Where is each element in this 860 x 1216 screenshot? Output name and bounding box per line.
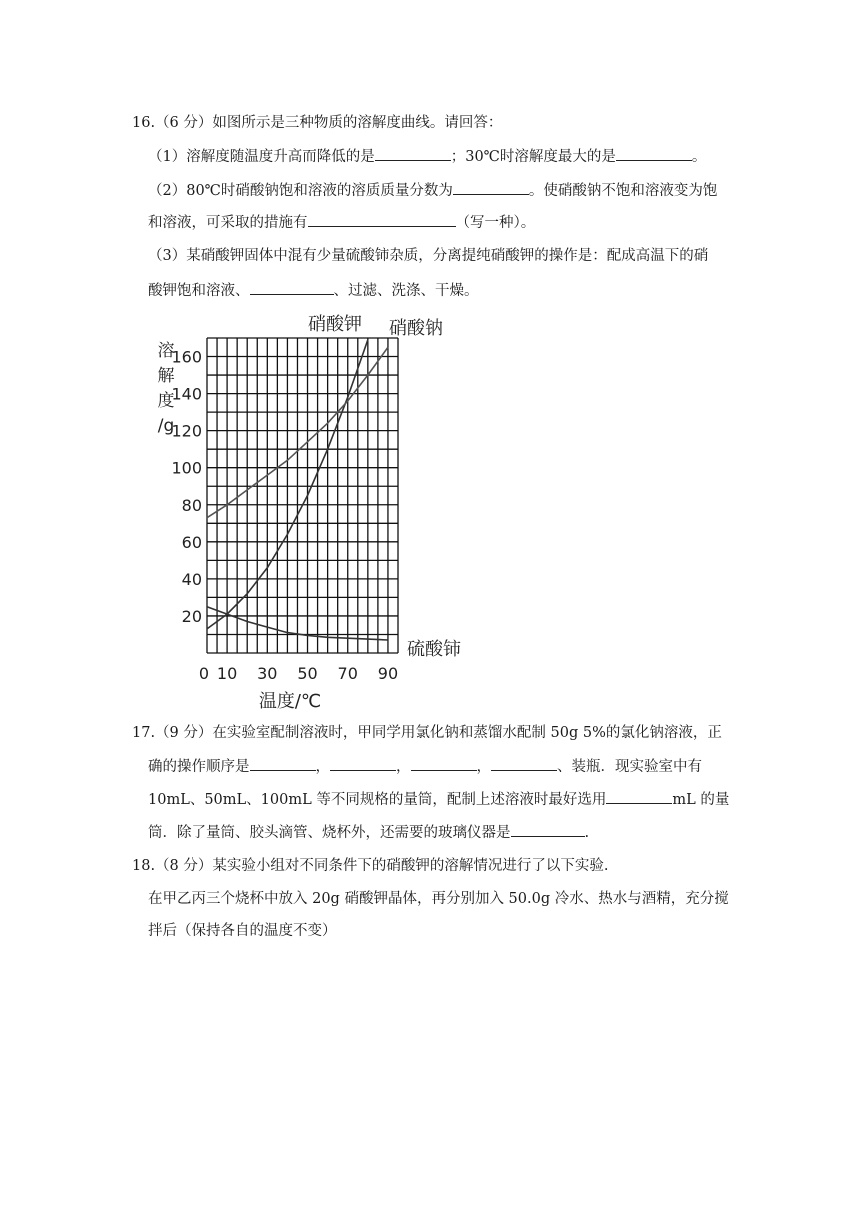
series-label: 硝酸钠 (389, 318, 443, 339)
q17-line2 (148, 756, 702, 777)
q18-line1 (132, 856, 609, 876)
y-axis-label: 度 (157, 391, 175, 411)
q18-line2 (148, 889, 729, 909)
y-tick-label: 60 (181, 532, 202, 552)
q17-text-a: 17.（9 分）在实验室配制溶液时，甲同学用氯化钠和蒸馏水配制 50g 5%的氯化钠溶液，正 (132, 725, 722, 741)
x-tick-label: 50 (297, 664, 318, 683)
chart-labels (158, 314, 462, 712)
q18-text-b: 在甲乙丙三个烧杯中放入 20g 硝酸钾晶体，再分别加入 50.0g 冷水、热水与酒精，充分搅 (148, 891, 729, 907)
q18-text-c: 拌后（保持各自的温度不变） (148, 923, 337, 939)
x-tick-label: 30 (257, 664, 278, 683)
answer-blank[interactable] (491, 756, 557, 771)
q17-line4 (148, 822, 589, 843)
solubility-chart (150, 308, 480, 713)
q16-part1-text-a: （1）溶解度随温度升高而降低的是 (148, 149, 375, 165)
y-tick-label: 100 (171, 458, 202, 478)
x-tick-label: 10 (216, 664, 238, 683)
q18-line3 (148, 921, 337, 941)
q16-part2-text-b: 。使硝酸钠不饱和溶液变为饱 (528, 183, 718, 199)
answer-blank[interactable] (250, 756, 316, 771)
q16-heading-text: 16.（6 分）如图所示是三种物质的溶解度曲线。请回答： (132, 115, 503, 131)
q16-part2-text-d: （写一种）。 (455, 215, 536, 231)
answer-blank[interactable] (330, 756, 396, 771)
q16-part1 (148, 146, 706, 167)
series-label: 硫酸铈 (407, 639, 461, 660)
x-tick-label: 90 (377, 664, 399, 683)
q17-line1 (132, 723, 722, 743)
series-label: 硝酸钾 (308, 314, 362, 335)
q17-sep: ， (476, 759, 491, 775)
answer-blank[interactable] (453, 180, 529, 195)
q16-part1-text-b: ；30℃时溶解度最大的是 (450, 149, 616, 165)
answer-blank[interactable] (250, 280, 334, 295)
q16-heading (132, 113, 502, 133)
answer-blank[interactable] (616, 146, 692, 161)
q17-text-g: . (584, 825, 590, 841)
answer-blank[interactable] (411, 756, 477, 771)
x-tick-label: 0 (198, 664, 210, 683)
y-tick-label: 20 (181, 606, 202, 626)
answer-blank[interactable] (511, 822, 585, 837)
answer-blank[interactable] (375, 146, 451, 161)
q16-part2-cont (148, 212, 535, 233)
y-tick-label: 120 (171, 421, 202, 441)
q17-text-e: mL 的量 (672, 792, 730, 808)
q16-part2 (148, 180, 717, 201)
x-axis-label: 温度/℃ (258, 691, 322, 712)
q17-sep: ， (396, 759, 411, 775)
q17-sep: ， (315, 759, 330, 775)
q16-part3-text-b: 酸钾饱和溶液、 (148, 283, 250, 299)
y-tick-label: 40 (181, 569, 202, 589)
y-tick-label: 160 (171, 347, 202, 367)
y-axis-label: 解 (157, 366, 175, 386)
q16-part3 (148, 246, 708, 266)
answer-blank[interactable] (606, 789, 672, 804)
q16-part2-text-c: 和溶液，可采取的措施有 (148, 215, 308, 231)
q16-part2-text-a: （2）80℃时硝酸钠饱和溶液的溶质质量分数为 (148, 183, 453, 199)
y-tick-label: 140 (171, 384, 202, 404)
answer-blank[interactable] (308, 212, 456, 227)
q17-line3 (148, 789, 729, 810)
q17-text-d: 10mL、50mL、100mL 等不同规格的量筒，配制上述溶液时最好选用 (148, 792, 607, 808)
q18-text-a: 18.（8 分）某实验小组对不同条件下的硝酸钾的溶解情况进行了以下实验. (132, 858, 609, 874)
y-tick-label: 80 (181, 495, 202, 515)
q17-text-b: 确的操作顺序是 (148, 759, 250, 775)
q16-part3-text-c: 、过滤、洗涤、干燥。 (333, 283, 479, 299)
q17-text-f: 筒．除了量筒、胶头滴管、烧杯外，还需要的玻璃仪器是 (148, 825, 511, 841)
y-axis-label: 溶 (157, 341, 175, 361)
y-axis-label: /g (157, 416, 175, 436)
q16-part3-cont (148, 280, 479, 301)
q16-part1-text-c: 。 (691, 149, 707, 165)
x-tick-label: 70 (337, 664, 358, 683)
q16-part3-text-a: （3）某硝酸钾固体中混有少量硫酸铈杂质，分离提纯硝酸钾的操作是：配成高温下的硝 (148, 248, 709, 264)
q17-text-c: 、装瓶．现实验室中有 (557, 759, 702, 775)
